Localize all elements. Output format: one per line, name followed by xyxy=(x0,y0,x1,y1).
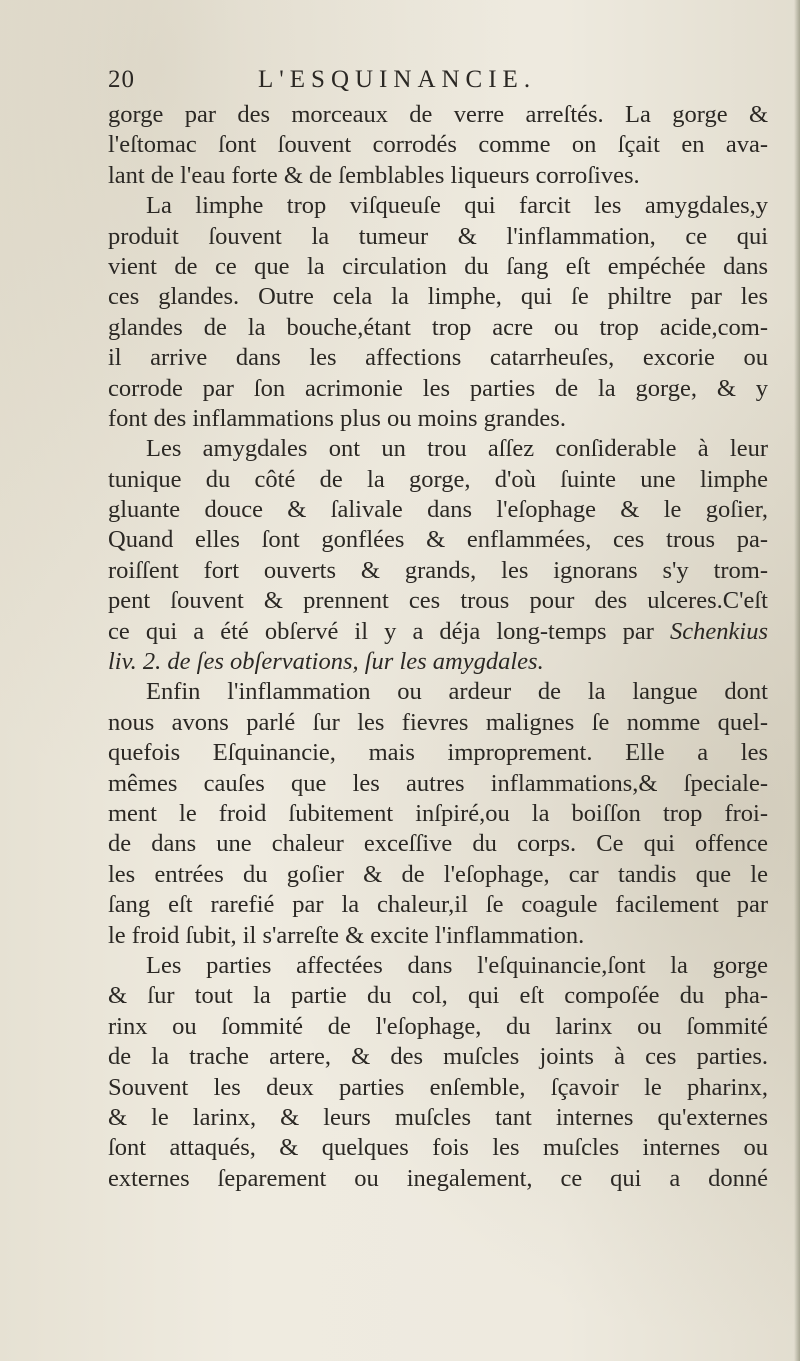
text-line xyxy=(108,1042,768,1072)
line-text: de la trache artere, & des muſcles joints à ces parties. xyxy=(108,1043,768,1071)
text-line xyxy=(108,1012,768,1042)
text-line xyxy=(108,374,768,404)
text-line xyxy=(108,525,768,555)
line-text: pent ſouvent & prennent ces trous pour des ulceres.C'eſt xyxy=(108,587,768,615)
line-text: ces glandes. Outre cela la limphe, qui ſe philtre par les xyxy=(108,283,768,311)
line-text: Les amygdales ont un trou aſſez conſiderable à leur xyxy=(146,435,768,463)
line-text: ſont attaqués, & quelques fois les muſcles internes ou xyxy=(108,1134,768,1162)
text-block xyxy=(108,60,768,1194)
line-text: ment le froid ſubitement inſpiré,ou la boiſſon trop froi- xyxy=(108,799,768,827)
text-line xyxy=(108,100,768,130)
line-text: Souvent les deux parties enſemble, ſçavoir le pharinx, xyxy=(108,1073,768,1101)
line-text: nous avons parlé ſur les fievres malignes ſe nomme quel- xyxy=(108,708,768,736)
line-text: l'eſtomac ſont ſouvent corrodés comme on ſçait en ava- xyxy=(108,131,768,159)
text-line xyxy=(108,829,768,859)
line-text: & le larinx, & leurs muſcles tant internes qu'externes xyxy=(108,1103,768,1131)
text-line xyxy=(108,586,768,616)
text-line xyxy=(108,951,768,981)
text-line xyxy=(108,222,768,252)
text-line xyxy=(108,161,768,191)
line-text: externes ſeparement ou inegalement, ce qui a donné xyxy=(108,1164,768,1192)
text-line xyxy=(108,434,768,464)
text-line xyxy=(108,981,768,1011)
text-line xyxy=(108,343,768,373)
line-text: Quand elles ſont gonflées & enflammées, ces trous pa- xyxy=(108,526,768,554)
text-line xyxy=(108,313,768,343)
text-line xyxy=(108,1073,768,1103)
line-text: produit ſouvent la tumeur & l'inflammation, ce qui xyxy=(108,222,768,250)
line-text: Enfin l'inflammation ou ardeur de la langue dont xyxy=(146,678,768,706)
line-text: il arrive dans les affections catarrheuſes, excorie ou xyxy=(108,344,768,372)
line-text: ſang eſt rarefié par la chaleur,il ſe coagule facilement par xyxy=(108,891,768,919)
line-text: roiſſent fort ouverts & grands, les ignorans s'y trom- xyxy=(108,556,768,584)
text-line xyxy=(108,495,768,525)
text-line xyxy=(108,708,768,738)
running-title: L'ESQUINANCIE. xyxy=(258,66,537,93)
text-line xyxy=(108,647,768,677)
text-line xyxy=(108,465,768,495)
line-italic-text: Schenkius xyxy=(670,617,768,645)
line-text: vient de ce que la circulation du ſang eſt empéchée dans xyxy=(108,252,768,280)
text-line xyxy=(108,860,768,890)
line-text: mêmes cauſes que les autres inflammations,& ſpeciale- xyxy=(108,769,768,797)
text-line xyxy=(108,191,768,221)
line-text: lant de l'eau forte & de ſemblables liqueurs corroſives. xyxy=(108,161,640,189)
running-head xyxy=(108,60,768,100)
text-line xyxy=(108,1103,768,1133)
page-edge-shadow xyxy=(794,0,800,1361)
text-line xyxy=(108,921,768,951)
line-text: de dans une chaleur exceſſive du corps. Ce qui offence xyxy=(108,830,768,858)
line-text: & ſur tout la partie du col, qui eſt compoſée du pha- xyxy=(108,982,768,1010)
text-line xyxy=(108,130,768,160)
line-text: ce qui a été obſervé il y a déja long-temps par xyxy=(108,617,671,645)
text-line xyxy=(108,738,768,768)
text-line xyxy=(108,1164,768,1194)
text-line xyxy=(108,282,768,312)
line-text: La limphe trop viſqueuſe qui farcit les amygdales,y xyxy=(146,192,768,220)
line-text: font des inflammations plus ou moins grandes. xyxy=(108,404,566,432)
text-line xyxy=(108,617,768,647)
line-text: gorge par des morceaux de verre arreſtés. La gorge & xyxy=(108,101,768,128)
text-line xyxy=(108,404,768,434)
text-line xyxy=(108,1133,768,1163)
line-italic-text: liv. 2. de ſes obſervations, ſur les amygdales. xyxy=(108,648,544,676)
text-line xyxy=(108,252,768,282)
line-text: rinx ou ſommité de l'eſophage, du larinx ou ſommité xyxy=(108,1012,768,1040)
line-text: tunique du côté de la gorge, d'où ſuinte une limphe xyxy=(108,465,768,493)
line-text: le froid ſubit, il s'arreſte & excite l'inflammation. xyxy=(108,921,585,949)
text-line xyxy=(108,556,768,586)
line-text: corrode par ſon acrimonie les parties de la gorge, & y xyxy=(108,374,768,402)
line-text: quefois Eſquinancie, mais improprement. Elle a les xyxy=(108,739,768,767)
text-line xyxy=(108,769,768,799)
body-text xyxy=(108,100,768,1194)
page-number: 20 xyxy=(108,66,135,93)
line-text: gluante douce & ſalivale dans l'eſophage & le goſier, xyxy=(108,496,768,524)
line-text: les entrées du goſier & de l'eſophage, car tandis que le xyxy=(108,860,768,888)
text-line xyxy=(108,677,768,707)
line-text: glandes de la bouche,étant trop acre ou trop acide,com- xyxy=(108,313,768,341)
text-line xyxy=(108,799,768,829)
text-line xyxy=(108,890,768,920)
line-text: Les parties affectées dans l'eſquinancie,ſont la gorge xyxy=(146,951,768,979)
